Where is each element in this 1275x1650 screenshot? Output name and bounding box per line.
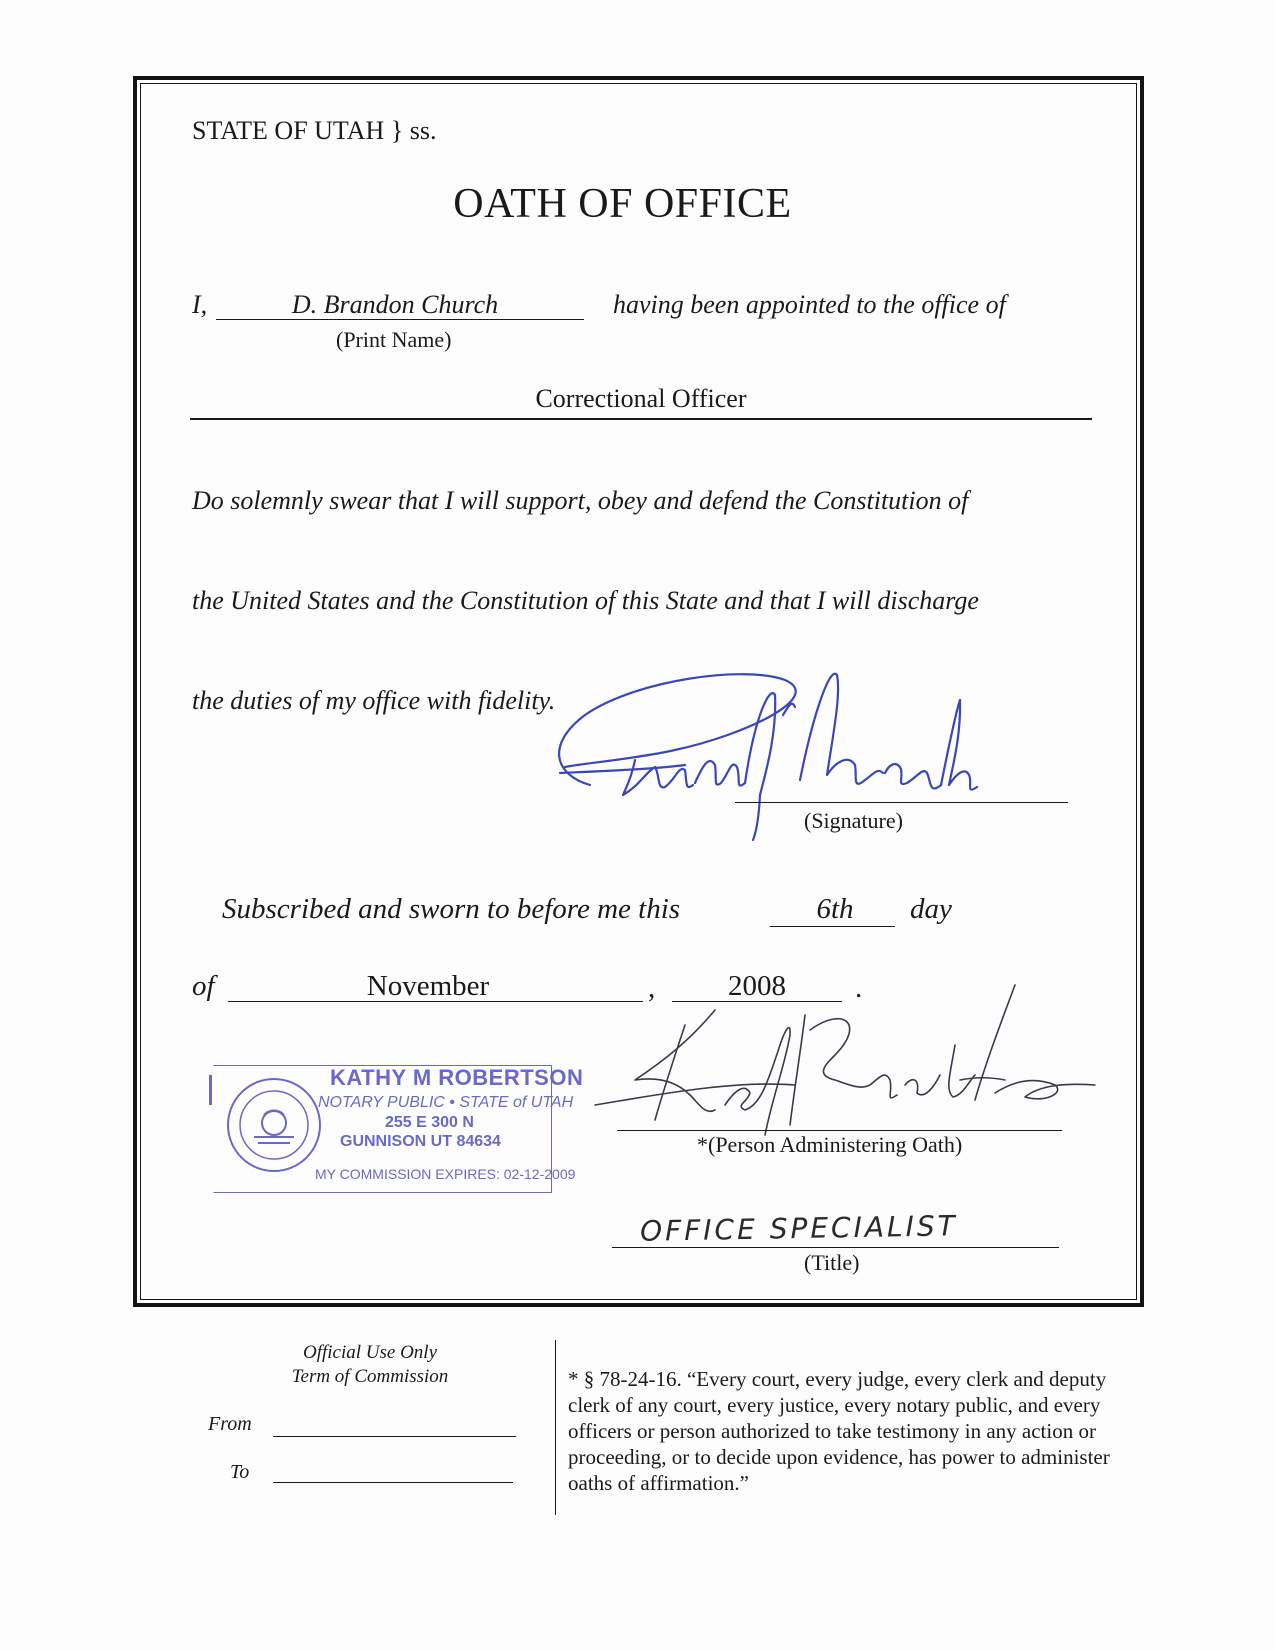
official-use-label: Official Use Only [302, 1342, 438, 1363]
office-line [190, 418, 1092, 420]
printed-name-line [216, 319, 584, 320]
signature-label: (Signature) [804, 808, 903, 833]
footer-divider [555, 1340, 556, 1515]
appointed-text: having been appointed to the office of [613, 290, 1006, 319]
title-line [612, 1247, 1059, 1248]
document-title: OATH OF OFFICE [453, 181, 792, 227]
state-seal-icon [224, 1075, 324, 1175]
to-label: To [230, 1461, 250, 1483]
oath-line-2: the United States and the Constitution of this State and that I will discharge [192, 586, 979, 615]
date-comma: , [648, 972, 656, 1004]
month-value: November [366, 970, 490, 1002]
oath-line-1: Do solemnly swear that I will support, obey and defend the Constitution of [192, 486, 969, 515]
from-line [273, 1436, 516, 1437]
stamp-expiration: MY COMMISSION EXPIRES: 02-12-2009 [315, 1166, 576, 1182]
from-label: From [208, 1413, 252, 1435]
stamp-address: 255 E 300 N [385, 1114, 474, 1131]
title-label: (Title) [804, 1250, 860, 1275]
to-line [273, 1482, 513, 1483]
signature-line [735, 802, 1068, 803]
stamp-name: KATHY M ROBERTSON [330, 1065, 584, 1090]
day-value: 6th [816, 893, 854, 925]
intro-word: I, [192, 290, 208, 319]
statute-text: * § 78-24-16. “Every court, every judge, every clerk and deputy clerk of any court, every justice, every notary public, and every officers or person authorized to take testimony in any action or proceeding, or to decide upon evidence, has power to administer oaths of affirmation.” [568, 1367, 1110, 1495]
state-line: STATE OF UTAH } ss. [192, 116, 437, 145]
printed-name-value: D. Brandon Church [291, 290, 499, 319]
of-word: of [192, 970, 215, 1002]
day-word: day [910, 893, 952, 925]
month-line [228, 1001, 643, 1002]
day-line [770, 926, 895, 927]
subscribed-text: Subscribed and sworn to before me this [222, 893, 681, 925]
stamp-edge-mark [209, 1075, 212, 1105]
stamp-line-2: NOTARY PUBLIC • STATE of UTAH [318, 1094, 574, 1111]
stamp-city: GUNNISON UT 84634 [340, 1133, 501, 1150]
administrator-line [617, 1130, 1062, 1131]
print-name-label: (Print Name) [336, 327, 452, 352]
year-value: 2008 [728, 970, 786, 1002]
term-of-commission-label: Term of Commission [291, 1366, 449, 1387]
official-use-block [260, 1341, 480, 1389]
date-period: . [855, 972, 863, 1004]
administrator-title-value: OFFICE SPECIALIST [639, 1209, 958, 1248]
office-value: Correctional Officer [535, 384, 747, 413]
oath-line-3: the duties of my office with fidelity. [192, 686, 556, 715]
officer-signature [545, 655, 1005, 840]
administrator-label: *(Person Administering Oath) [697, 1132, 963, 1157]
